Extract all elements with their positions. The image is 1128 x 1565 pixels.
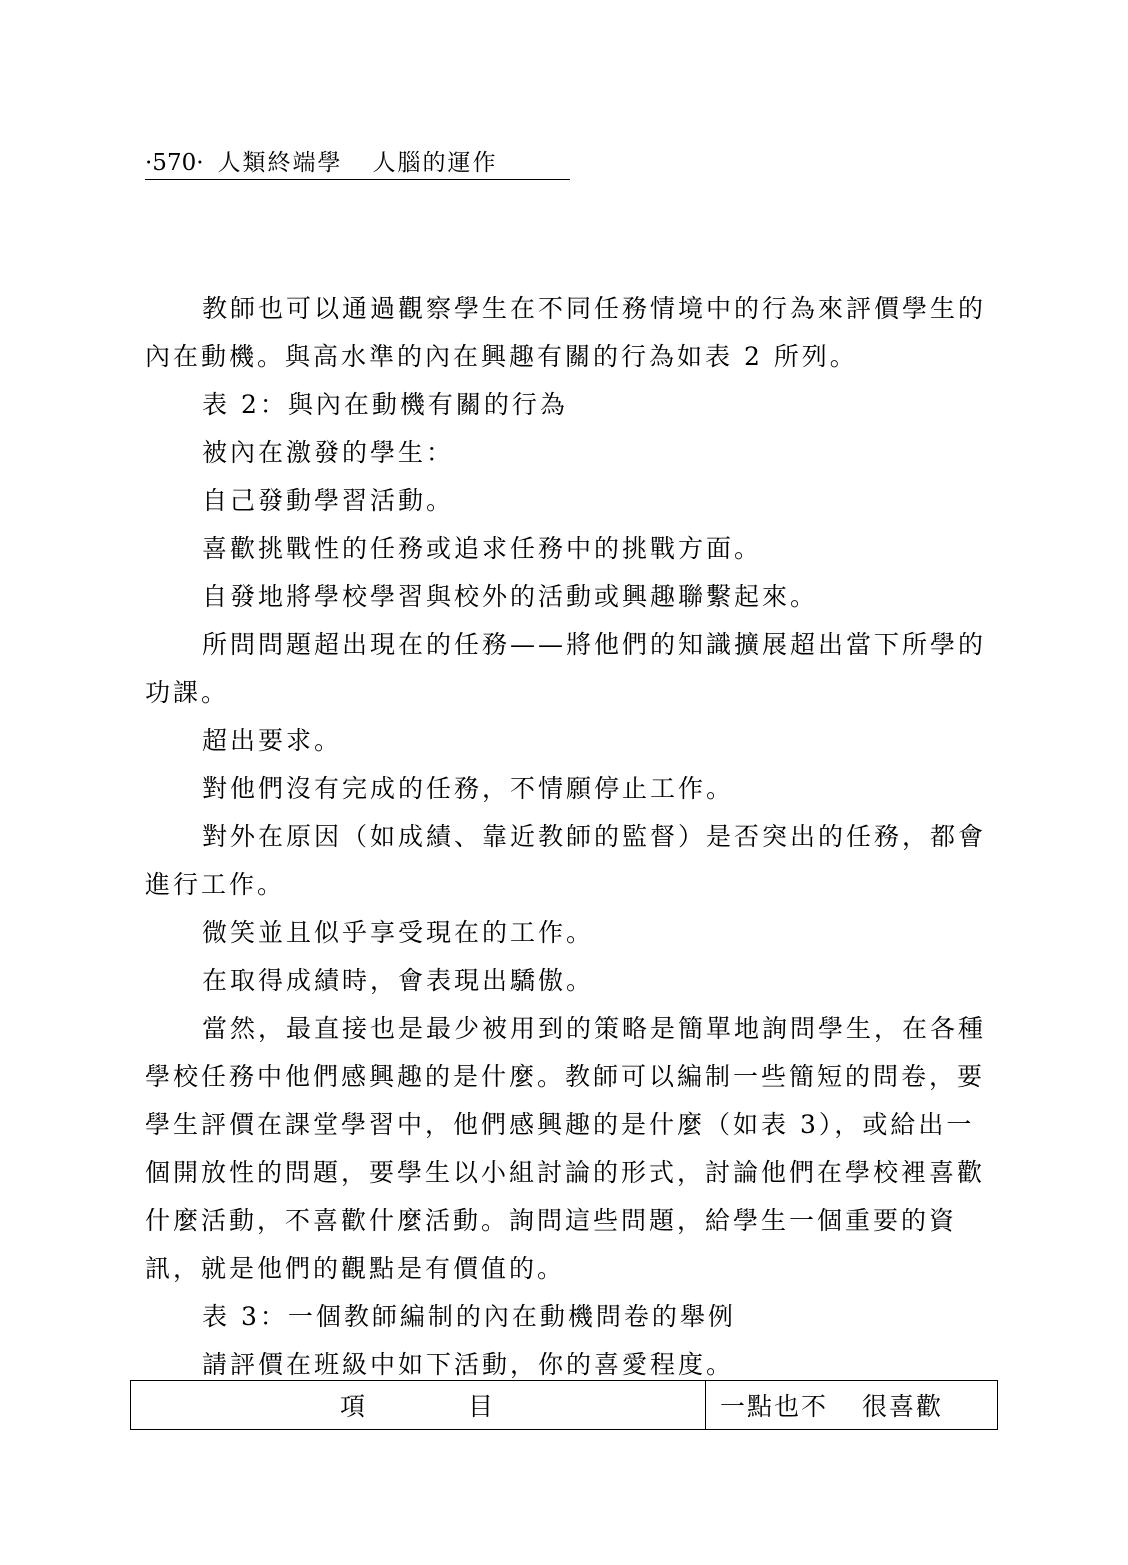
- list-item: 自己發動學習活動。: [202, 486, 455, 515]
- page-number: ·570·: [145, 150, 204, 176]
- list-item: 超出要求。: [202, 726, 343, 755]
- table-instruction: 請評價在班級中如下活動，你的喜愛程度。: [202, 1350, 735, 1379]
- table-2-caption: 表 2：與內在動機有關的行為: [202, 390, 568, 419]
- list-intro: 被內在激發的學生：: [202, 438, 455, 467]
- list-item: 對他們沒有完成的任務，不情願停止工作。: [202, 774, 735, 803]
- list-item: 自發地將學校學習與校外的活動或興趣聯繫起來。: [202, 582, 819, 611]
- list-item: 在取得成績時，會表現出驕傲。: [202, 966, 595, 995]
- list-item: 微笑並且似乎享受現在的工作。: [202, 918, 595, 947]
- list-item: 喜歡挑戰性的任務或追求任務中的挑戰方面。: [202, 534, 763, 563]
- paragraph: 教師也可以通過觀察學生在不同任務情境中的行為來評價學生的內在動機。與高水準的內在興趣有關的行為如表 2 所列。: [145, 294, 987, 371]
- body-text: [145, 285, 988, 1389]
- header-text: 目: [468, 1392, 497, 1421]
- table-header-scale: [706, 1381, 997, 1429]
- header-text: 項: [339, 1392, 368, 1421]
- paragraph: 當然，最直接也是最少被用到的策略是簡單地詢問學生，在各種學校任務中他們感興趣的是什麼。教師可以編制一些簡短的問卷，要學生評價在課堂學習中，他們感興趣的是什麼（如表 3），或給出一個開放性的問題，要學生以小組討論的形式，討論他們在學校裡喜歡什麼活動，不喜歡什麼活動。詢問這些問題，給學生一個重要的資訊，就是他們的觀點是有價值的。: [145, 1014, 987, 1283]
- chapter-title: 人腦的運作: [372, 150, 498, 176]
- list-item: 所問問題超出現在的任務——將他們的知識擴展超出當下所學的功課。: [145, 630, 987, 707]
- book-title: 人類終端學: [217, 150, 343, 176]
- table-header-item: [131, 1381, 706, 1429]
- scale-low-label: 一點也不: [720, 1392, 829, 1421]
- questionnaire-table: [130, 1380, 998, 1430]
- list-item: 對外在原因（如成績、靠近教師的監督）是否突出的任務，都會進行工作。: [145, 822, 987, 899]
- table-3-caption: 表 3：一個教師編制的內在動機問卷的舉例: [202, 1302, 736, 1331]
- running-header: [145, 148, 570, 180]
- scale-high-label: 很喜歡: [862, 1392, 944, 1421]
